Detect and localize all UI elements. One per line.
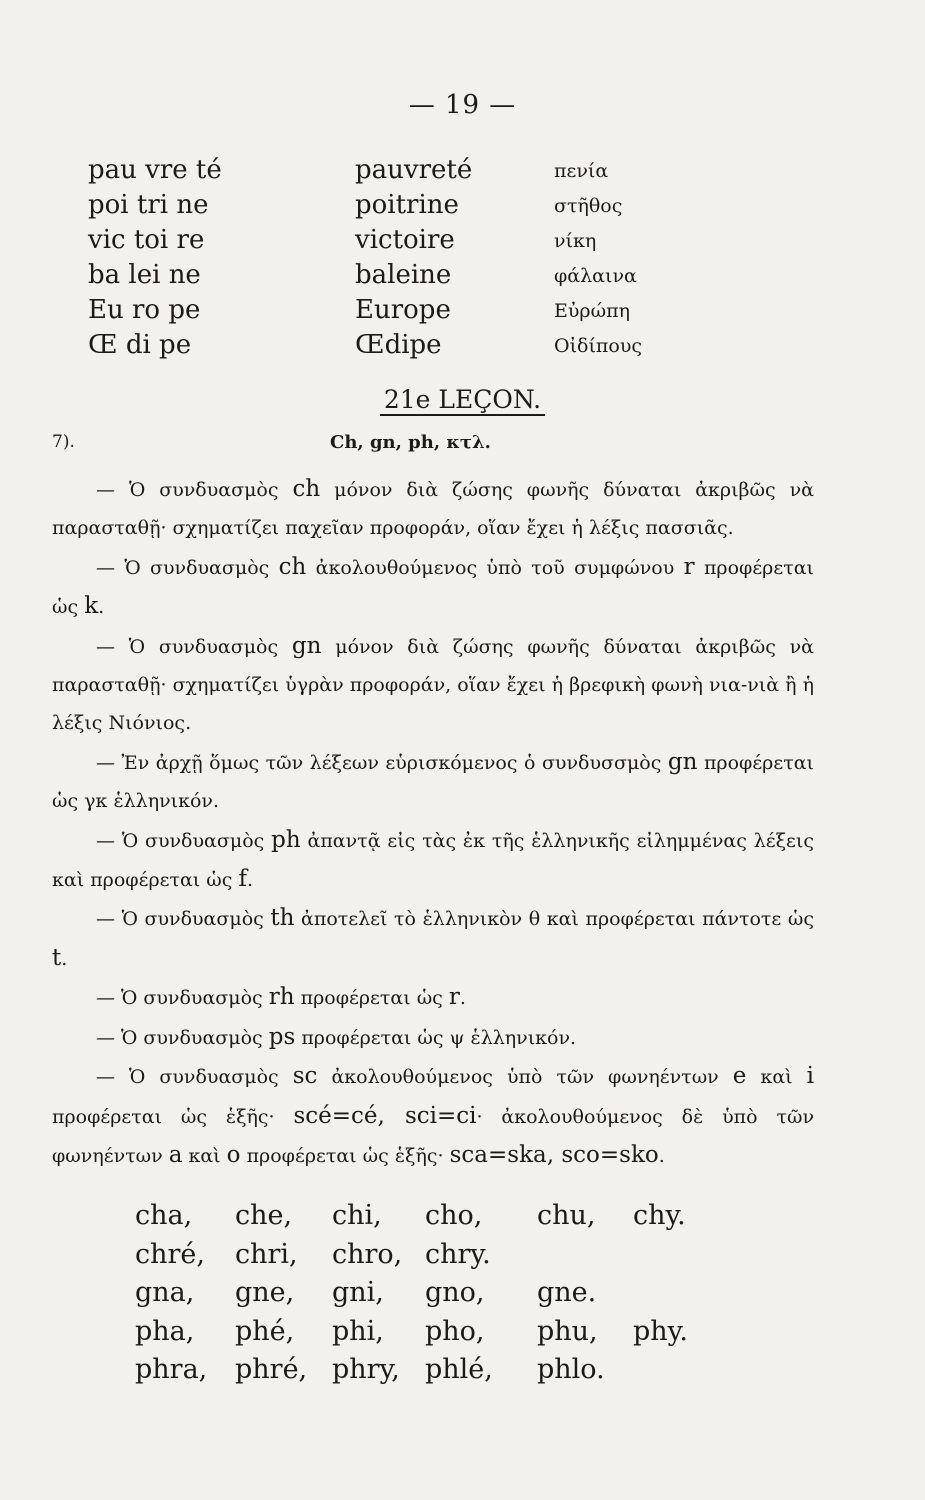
syllable: gne. — [537, 1277, 597, 1308]
syllable: phu, — [537, 1315, 598, 1347]
latin-term: rh — [268, 984, 295, 1011]
greek-text: — Ὁ συνδυασμὸς — [96, 635, 292, 658]
syllable: chri, — [235, 1238, 298, 1270]
rule-paragraph — [52, 1057, 814, 1175]
lesson-body-text — [52, 470, 814, 1175]
syllable-row — [135, 1200, 855, 1239]
vocab-french: poitrine — [355, 190, 459, 220]
greek-text: προφέρεται ὡς ἑξῆς· — [240, 1144, 450, 1167]
greek-text: . — [459, 987, 466, 1010]
rule-paragraph — [52, 743, 814, 821]
page-number: — 19 — — [408, 90, 517, 120]
vocab-syllables: Eu ro pe — [88, 295, 201, 325]
vocab-greek: Εὐρώπη — [554, 300, 630, 322]
syllable: phi, — [332, 1315, 384, 1347]
latin-term: a — [168, 1141, 183, 1168]
greek-text: . — [61, 947, 68, 970]
greek-text: — Ὁ συνδυασμὸς — [96, 479, 293, 501]
vocab-row — [88, 155, 848, 190]
greek-text: μόνον διὰ ζώσης φωνῆς δύναται ἀκριβῶς νὰ παρασταθῇ· σχηματίζει παχεῖαν προφοράν, οἵαν ἔχει ἡ λέξις πασσιᾶς. — [52, 479, 814, 540]
rule-paragraph — [52, 548, 814, 627]
vocab-greek: νίκη — [554, 230, 597, 252]
vocab-greek: στῆθος — [554, 195, 623, 217]
latin-term: ph — [271, 826, 301, 853]
vocab-syllables: vic toi re — [88, 225, 205, 255]
vocab-row — [88, 190, 848, 225]
section-heading: Ch, gn, ph, κτλ. — [330, 432, 491, 453]
greek-text: — Ὁ συνδυασμὸς — [96, 908, 271, 931]
greek-text: — Ὁ συνδυασμὸς — [96, 829, 272, 852]
latin-term: t — [52, 944, 62, 971]
syllable: pha, — [135, 1315, 195, 1347]
syllable: cha, — [135, 1200, 193, 1231]
latin-term: r — [683, 553, 695, 580]
greek-text: καὶ — [746, 1066, 807, 1089]
greek-text: . — [658, 1144, 665, 1167]
syllable: cho, — [425, 1200, 483, 1231]
latin-term: ch — [292, 476, 321, 502]
syllable: gno, — [425, 1277, 485, 1308]
latin-term: sca=ska, sco=sko — [449, 1141, 659, 1168]
greek-text: · ἀκολουθούμενος δὲ ὑπὸ τῶν φωνηέντων — [52, 1105, 815, 1167]
rule-paragraph — [52, 470, 814, 548]
syllable: gni, — [332, 1277, 384, 1308]
greek-text: προφέρεται ὡς ἑξῆς· — [52, 1105, 294, 1128]
greek-text: ἀπαντᾷ εἰς τὰς ἐκ τῆς ἑλληνικῆς εἰλημμένας λέξεις καὶ προφέρεται ὡς — [52, 829, 814, 892]
greek-text: — Ὁ συνδυασμὸς — [96, 987, 269, 1010]
latin-term: f — [238, 866, 247, 893]
vocab-french: baleine — [355, 260, 452, 290]
syllable: phry, — [332, 1354, 400, 1385]
rule-paragraph — [52, 821, 814, 900]
lesson-title-text: 21e LEÇON. — [380, 385, 545, 416]
syllable: chi, — [332, 1200, 382, 1231]
syllable-drill — [135, 1200, 855, 1393]
latin-term: e — [732, 1063, 747, 1090]
vocab-french: victoire — [355, 225, 455, 255]
latin-term: gn — [291, 632, 322, 659]
vocab-row — [88, 260, 848, 295]
syllable: che, — [235, 1200, 293, 1231]
vocab-row — [88, 295, 848, 330]
syllable: phy. — [633, 1315, 688, 1347]
syllable: phé, — [235, 1315, 295, 1347]
syllable-row — [135, 1316, 855, 1355]
vocab-french: Œdipe — [355, 330, 442, 360]
latin-term: k — [84, 593, 99, 620]
syllable: pho, — [425, 1315, 485, 1347]
latin-term: r — [448, 984, 460, 1011]
syllable: phlé, — [425, 1354, 493, 1385]
latin-term: ch — [278, 553, 307, 580]
greek-text: μόνον διὰ ζώσης φωνῆς δύναται ἀκριβῶς νὰ παρασταθῇ· σχηματίζει ὑγρὰν προφοράν, οἵαν ἔχει ἡ βρεφικὴ φωνὴ νια-νιὰ ἢ ἡ λέξις Νιόνιος. — [52, 635, 814, 735]
rule-paragraph — [52, 1018, 814, 1057]
vocab-syllables: ba lei ne — [88, 260, 201, 290]
syllable: phré, — [235, 1354, 308, 1385]
syllable: chy. — [633, 1200, 686, 1231]
vocab-syllables: pau vre té — [88, 155, 222, 185]
rule-paragraph — [52, 978, 814, 1017]
syllable-row — [135, 1239, 855, 1278]
syllable: chry. — [425, 1238, 491, 1270]
latin-term: sc — [292, 1063, 318, 1090]
vocabulary-table — [88, 155, 848, 365]
greek-text: — Ὁ συνδυασμὸς — [96, 1066, 293, 1089]
syllable-row — [135, 1277, 855, 1316]
greek-text: . — [98, 596, 105, 619]
greek-text: — Ὁ συνδυασμὸς — [96, 556, 279, 579]
greek-text: προφέρεται ὡς ψ ἑλληνικόν. — [295, 1026, 577, 1049]
greek-text: ἀποτελεῖ τὸ ἑλληνικὸν θ καὶ προφέρεται πάντοτε ὡς — [294, 908, 814, 931]
syllable: gne, — [235, 1277, 295, 1308]
greek-text: — Ὁ συνδυασμὸς — [96, 1026, 269, 1049]
greek-text: καὶ — [182, 1144, 227, 1167]
latin-term: ps — [268, 1023, 296, 1050]
syllable: phra, — [135, 1354, 208, 1385]
rule-paragraph — [52, 899, 814, 978]
greek-text: . — [246, 869, 254, 892]
section-number: 7). — [52, 432, 75, 452]
syllable: phlo. — [537, 1354, 605, 1385]
vocab-greek: φάλαινα — [554, 265, 637, 287]
syllable: chu, — [537, 1200, 596, 1231]
greek-text: προφέρεται ὡς — [52, 556, 814, 619]
latin-term: i — [806, 1063, 814, 1090]
latin-term: th — [270, 905, 295, 932]
greek-text: προφέρεται ὡς — [294, 987, 449, 1010]
section-header — [52, 432, 852, 458]
vocab-syllables: poi tri ne — [88, 190, 209, 220]
vocab-row — [88, 225, 848, 260]
latin-term: o — [226, 1141, 241, 1168]
vocab-french: Europe — [355, 295, 451, 325]
vocab-syllables: Œ di pe — [88, 330, 192, 360]
greek-text: — Ἐν ἀρχῇ ὅμως τῶν λέξεων εὑρισκόμενος ὁ συνδυσσμὸς — [96, 751, 668, 774]
vocab-greek: πενία — [554, 160, 609, 182]
lesson-title — [0, 385, 925, 416]
syllable: chro, — [332, 1238, 403, 1270]
vocab-greek: Οἰδίπους — [554, 335, 643, 357]
latin-term: scé=cé, sci=ci — [293, 1102, 477, 1129]
syllable: chré, — [135, 1238, 205, 1270]
syllable-row — [135, 1354, 855, 1393]
vocab-row — [88, 330, 848, 365]
greek-text: ἀκολουθούμενος ὑπὸ τοῦ συμφώνου — [306, 556, 684, 579]
rule-paragraph — [52, 627, 814, 743]
greek-text: προφέρεται ὡς γκ ἑλληνικόν. — [52, 751, 814, 813]
vocab-french: pauvreté — [355, 155, 473, 185]
latin-term: gn — [667, 748, 698, 775]
greek-text: ἀκολουθούμενος ὑπὸ τῶν φωνηέντων — [317, 1066, 733, 1089]
syllable: gna, — [135, 1277, 195, 1308]
